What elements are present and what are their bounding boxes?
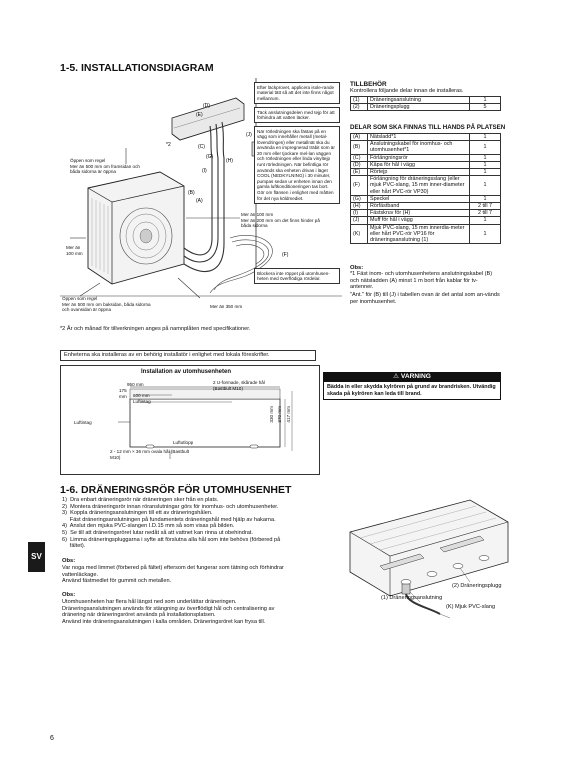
label-h: (H) bbox=[226, 158, 233, 164]
page-number: 6 bbox=[50, 735, 54, 742]
row-name: Kåpa för hål i vägg bbox=[368, 161, 470, 168]
luftintag-left: Luftintag bbox=[74, 420, 92, 425]
table-row bbox=[351, 195, 501, 202]
drainage-steps bbox=[62, 497, 342, 550]
row-qty: 2 till 7 bbox=[470, 210, 501, 217]
obs-line: Dräneringsanslutningen används för stängning av överflödigt hål och centralisering av bbox=[62, 605, 275, 612]
luftintag-top: Luftintag bbox=[133, 399, 151, 404]
callout-trap: Blockera inte röppet på utomhusen-heten med överflödiga rördelar. bbox=[254, 268, 340, 284]
row-id: (2) bbox=[351, 104, 368, 111]
row-qty: 1 bbox=[470, 224, 501, 244]
parts-obs-1: *1 Fäst inom- och utomhusenhetens anslutningskabel (B) och nätsladden (A) minst 1 m bort från kablar för tv-antenner. bbox=[350, 271, 493, 291]
row-qty: 1 bbox=[470, 97, 501, 104]
unit-top-outline bbox=[130, 399, 280, 447]
row-qty: 1 bbox=[470, 134, 501, 141]
diagram-footnote: *2 År och månad för tillverkningen anges på namnplåten med specifikationer. bbox=[60, 326, 251, 332]
holes-top-label: 2 U-formade, skårade hål (Bastbult M10) bbox=[213, 380, 265, 391]
row-name: Dräneringsanslutning bbox=[368, 97, 470, 104]
row-id: (A) bbox=[351, 134, 368, 141]
fig-label-plug: (2) Dräneringsplugg bbox=[452, 583, 502, 589]
obs-line: Använd fästmedlet för gummit och metallen. bbox=[62, 578, 172, 585]
accessories-title: TILLBEHÖR bbox=[350, 81, 387, 88]
table-row bbox=[351, 217, 501, 224]
table-row bbox=[351, 104, 501, 111]
row-qty: 1 bbox=[470, 141, 501, 154]
language-tab: SV bbox=[28, 542, 45, 572]
table-row bbox=[351, 134, 501, 141]
row-name: Speckel bbox=[368, 195, 470, 202]
list-item: 2) Montera dräneringsrör innan röranslutningar görs för inomhus- och utomhusenheter. bbox=[62, 503, 279, 510]
label-g: (G) bbox=[206, 154, 214, 160]
label-star2: *2 bbox=[166, 142, 171, 148]
drainage-base-drawing bbox=[340, 492, 510, 622]
table-row bbox=[351, 141, 501, 154]
list-item: 4) Anslut den mjuka PVC-slangen I.D.15 mm så som visas på bilden. bbox=[62, 523, 235, 530]
callout-front-clearance: Mer än 350 mm bbox=[210, 304, 243, 309]
label-j: (J) bbox=[246, 132, 252, 138]
table-row bbox=[351, 97, 501, 104]
row-name: Dräneringsplugg bbox=[368, 104, 470, 111]
label-f: (F) bbox=[282, 252, 289, 258]
callout-tape: Täck anslutningsdelen med tejp för att förhindra att vatten läcker. bbox=[254, 107, 340, 123]
callout-side-left: Mer än 100 mm bbox=[66, 245, 83, 256]
row-qty: 1 bbox=[470, 161, 501, 168]
row-id: (1) bbox=[351, 97, 368, 104]
row-name: Mjuk PVC-slang, 15 mm innerdia-meter eller hårt PVC-rör VP16 för dräneringsanslutning (1) bbox=[368, 224, 470, 244]
obs-line: dränering när dräneringsröret används på installationsplatsen. bbox=[62, 612, 216, 619]
table-row bbox=[351, 169, 501, 176]
fig-label-socket: (1) Dräneringsanslutning bbox=[381, 595, 443, 601]
table-row bbox=[351, 203, 501, 210]
drainage-obs1-title: Obs: bbox=[62, 558, 76, 564]
callout-open-bottom: Öppen som regel Mer än 500 mm om baksidan, båda sidorna och ovansidan är öppna bbox=[62, 296, 151, 313]
dim-330: 330 mm bbox=[269, 406, 274, 423]
row-name: Rörfästband bbox=[368, 203, 470, 210]
parts-obs-2: "Ant." för (B) till (J) i tabellen ovan är det antal som an-vänds per inomhusenhet. bbox=[350, 292, 500, 305]
row-qty: 1 bbox=[470, 169, 501, 176]
row-id: (J) bbox=[351, 217, 368, 224]
callout-leak-test: Efter läckprovet, applicera isole-rande material tätt så att det inte finns något mellanrum. bbox=[254, 82, 340, 104]
callout-back-clearance: Mer än 100 mm Mer än 200 mm om det finns hinder på båda sidorna bbox=[241, 212, 320, 229]
accessories-table bbox=[350, 96, 501, 111]
row-qty: 2 till 7 bbox=[470, 203, 501, 210]
list-item: 5) Se till att dräneringsröret lutar nedåt så att vattnet kan rinna ut obehindrat. bbox=[62, 529, 253, 536]
drainage-obs1 bbox=[62, 565, 352, 585]
installer-note: Enheterna ska installeras av en behörig installatör i enlighet med lokala föreskrifter. bbox=[60, 350, 316, 361]
row-qty: 1 bbox=[470, 176, 501, 196]
table-row bbox=[351, 154, 501, 161]
parts-obs-title: Obs: bbox=[350, 265, 364, 271]
row-name: Muff för hål i vägg bbox=[368, 217, 470, 224]
dim-175: 175 mm bbox=[119, 388, 127, 399]
row-id: (E) bbox=[351, 169, 368, 176]
obs-line: Använd inte dräneringsanslutningen i kalla områden. Dräneringsröret kan frysa till. bbox=[62, 618, 266, 625]
table-row bbox=[351, 210, 501, 217]
obs-line: Var noga med limmet (förbered på fältet) eftersom det fungerar som tätning och förhindrar bbox=[62, 565, 284, 571]
row-id: (K) bbox=[351, 224, 368, 244]
row-qty: 1 bbox=[470, 217, 501, 224]
dim-950: 950 mm bbox=[127, 382, 144, 387]
warning-triangle-icon: ⚠ bbox=[393, 373, 400, 380]
obs-line: vattenläckage. bbox=[62, 571, 99, 578]
callout-open-top: Öppen som regel Mer än 500 mm om framsidan och båda sidorna är öppna bbox=[70, 158, 140, 175]
label-a: (A) bbox=[196, 198, 203, 204]
table-row bbox=[351, 176, 501, 196]
row-name: Nätsladd*1 bbox=[368, 134, 470, 141]
holes-bottom-label: 2 - 12 mm × 36 mm ovala hål (Bastbult M10) bbox=[110, 449, 190, 460]
label-e: (E) bbox=[196, 112, 203, 118]
label-c: (C) bbox=[198, 144, 205, 150]
row-id: (H) bbox=[351, 203, 368, 210]
warning-title: VARNING bbox=[400, 373, 431, 380]
label-b: (B) bbox=[188, 190, 195, 196]
row-name: Förlängningsrör bbox=[368, 154, 470, 161]
drainage-obs2-title: Obs: bbox=[62, 592, 76, 598]
fig-label-hose: (K) Mjuk PVC-slang bbox=[446, 604, 496, 610]
row-name: Anslutningskabel för inomhus- och utomhusenhet*1 bbox=[368, 141, 470, 154]
section-title-drainage: 1-6. DRÄNERINGSRÖR FÖR UTOMHUSENHET bbox=[60, 484, 292, 496]
callout-wall-pipe: När rörledningen ska fästas på en vägg som innehåller metall (metal-lövendringen) eller metallnät ska du använda en impregnerad träbit som är 20 mm eller tjockare mel-lan väggen och rörledningen eller linda vinyltejp runt rörledningen. När befintliga rör används ska enheten drivas i läget COOL (NEDKYLNING) i 30 minuter, pumpas sedan ur enheten innan den gamla luftkonditioneringen tas bort. Gör om flänsen i enlighet med måtten för det nya köldmediet. bbox=[254, 126, 340, 204]
row-id: (D) bbox=[351, 161, 368, 168]
table-row bbox=[351, 224, 501, 244]
table-row bbox=[351, 161, 501, 168]
row-name: Rörtejp bbox=[368, 169, 470, 176]
row-id: (G) bbox=[351, 195, 368, 202]
list-item: 6) Limma dräneringspluggarna i syfte att förslutna alla hål som inte behövs (förbered på bbox=[62, 536, 281, 543]
row-id: (B) bbox=[351, 141, 368, 154]
warning-header bbox=[323, 372, 501, 381]
parts-title: DELAR SOM SKA FINNAS TILL HANDS PÅ PLATSEN bbox=[350, 124, 506, 131]
dim-600: 600 mm bbox=[133, 393, 150, 398]
label-d: (D) bbox=[203, 103, 210, 109]
warning-box bbox=[323, 372, 501, 400]
list-item: Fäst dräneringsanslutningen på fundamentets dräneringshål med hjälp av hakarna. bbox=[62, 516, 276, 523]
row-qty: 5 bbox=[470, 104, 501, 111]
row-name: Förlängning för dräneringsslang (eller mjuk PVC-slang, 15 mm inner-diameter eller hårt PVC-rör VP30) bbox=[368, 176, 470, 196]
row-id: (I) bbox=[351, 210, 368, 217]
label-i: (I) bbox=[202, 168, 207, 174]
list-item: fältet). bbox=[62, 543, 86, 550]
list-item: 3) Koppla dräneringsanslutningen till ett av dräneringshålen. bbox=[62, 510, 213, 517]
drainage-obs2 bbox=[62, 599, 352, 625]
row-id: (C) bbox=[351, 154, 368, 161]
section-title-installation-diagram: 1-5. INSTALLATIONSDIAGRAM bbox=[60, 62, 214, 74]
parts-table bbox=[350, 133, 501, 244]
row-name: Fästskruv för (H) bbox=[368, 210, 470, 217]
row-qty: 1 bbox=[470, 195, 501, 202]
dim-370: 370 mm bbox=[277, 406, 282, 423]
list-item: 1) Dra enbart dräneringsrör när dräneringen sker från en plats. bbox=[62, 497, 219, 503]
luftutlopp-label: Luftutlopp bbox=[173, 440, 194, 445]
warning-text: Bädda in eller skydda kylrören på grund av brandrisken. Utvändig skada på kylrören kan leda till brand. bbox=[323, 381, 501, 400]
row-qty: 1 bbox=[470, 154, 501, 161]
accessories-subtitle: Kontrollera följande delar innan de installeras. bbox=[350, 88, 464, 94]
mounting-title: Installation av utomhusenheten bbox=[141, 369, 232, 375]
outdoor-unit-drawing bbox=[88, 172, 184, 284]
row-id: (F) bbox=[351, 176, 368, 196]
dim-417: 417 mm bbox=[286, 406, 291, 423]
obs-line: Utomhusenheten har flera hål längst ned som underlättar dräneringen. bbox=[62, 599, 237, 605]
